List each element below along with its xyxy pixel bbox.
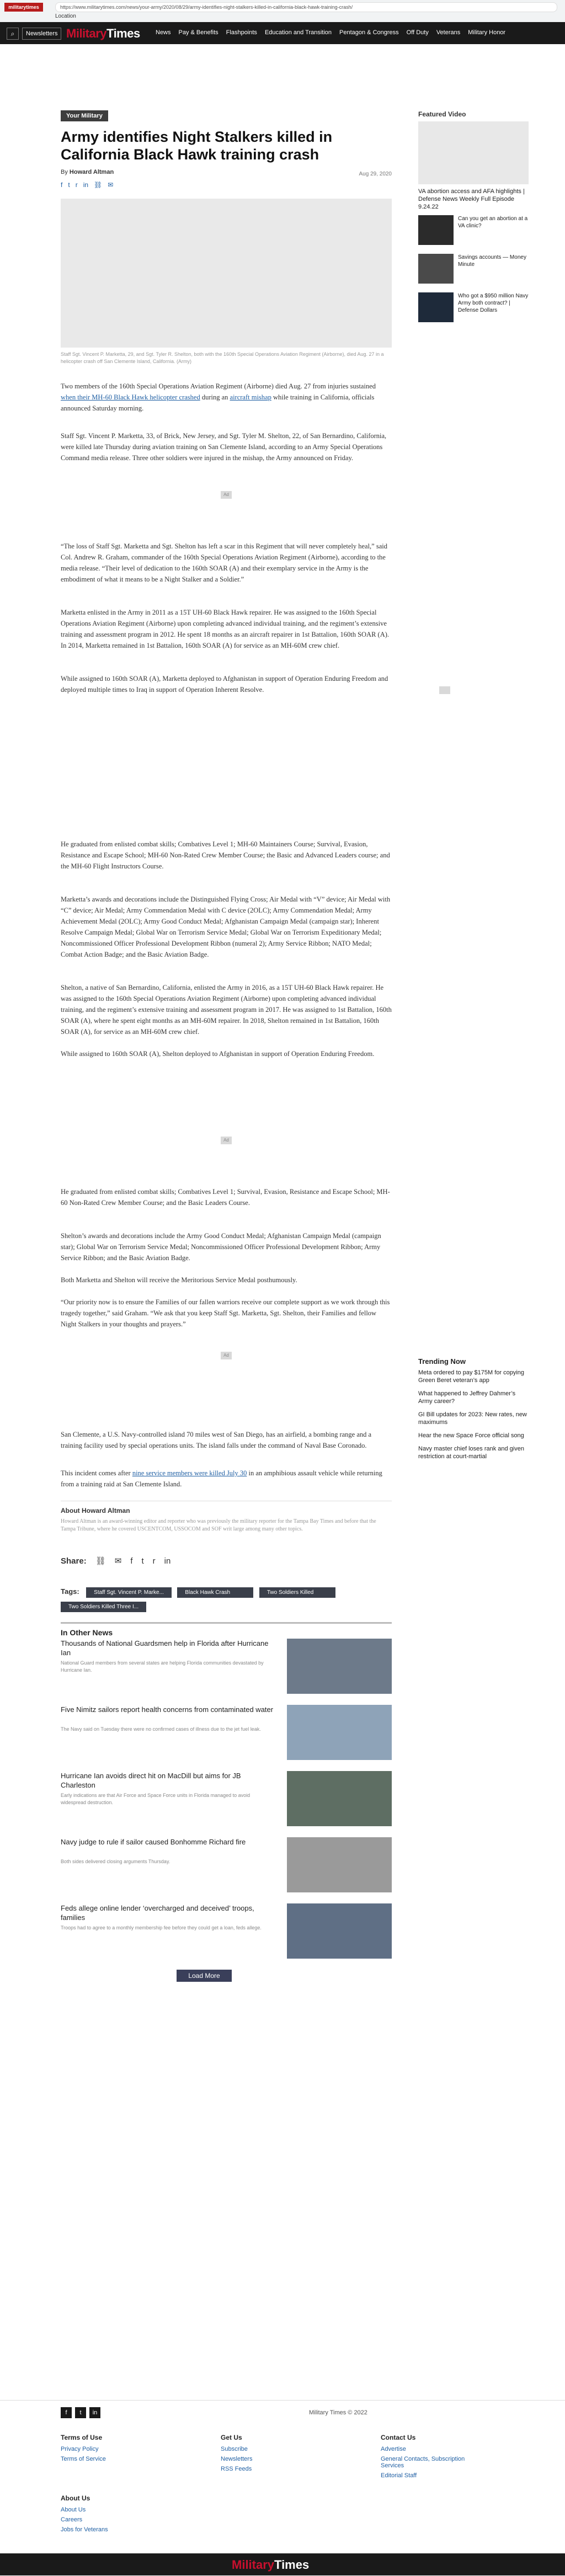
- footer-link[interactable]: Jobs for Veterans: [61, 2526, 108, 2533]
- linkedin-icon[interactable]: in: [89, 2407, 100, 2418]
- news-item-summary: Both sides delivered closing arguments Thursday.: [61, 1859, 170, 1864]
- paragraph-7: Marketta’s awards and decorations include the Distinguished Flying Cross; Air Medal with “V” device; Air Medal with “C” device; Air Medal; Army Commendation Medal with C device (2OLC); Army Commendation Medal; Army Achievement Medal (2OLC); Army Good Conduct Medal; Afghanistan Campaign Medal (campaign star); Inherent Resolve Campaign Medal; Global War on Terrorism Service Medal; Global War on Terrorism Expeditionary Medal; Noncommissioned Officer Professional Development Ribbon (numeral 2); Army Service Ribbon; NATO Medal; Combat Action Badge; and the Basic Aviation Badge.: [61, 895, 391, 958]
- tag-chip[interactable]: Black Hawk Crash: [177, 1587, 253, 1598]
- news-item[interactable]: [61, 1639, 392, 1694]
- trending-item[interactable]: Hear the new Space Force official song: [418, 1432, 524, 1439]
- news-item[interactable]: [61, 1837, 392, 1892]
- paragraph-4: Marketta enlisted in the Army in 2011 as a 15T UH-60 Black Hawk repairer. He was assigned to the 160th Special Operations Aviation Regiment (Airborne) upon completing advanced individual training, and the regiment’s extensive training and assessment program in 2012. He spent 18 months as an aircraft repairer in 1st Battalion, 160th SOAR (A). In 2014, Marketta remained in 1st Battalion, 160th SOAR (A) for service as an MH-60M crew chief.: [61, 609, 390, 649]
- other-news-section: [61, 1622, 392, 1637]
- news-item-title[interactable]: Hurricane Ian avoids direct hit on MacDill but aims for JB Charleston: [61, 1772, 241, 1789]
- share-bar: [61, 1556, 392, 1566]
- paragraph-12: Both Marketta and Shelton will receive the Meritorious Service Medal posthumously.: [61, 1276, 297, 1284]
- link-icon[interactable]: ⛓: [94, 181, 103, 189]
- article-title: Army identifies Night Stalkers killed in California Black Hawk training crash: [61, 129, 333, 163]
- paragraph-14: San Clemente, a U.S. Navy-controlled island 70 miles west of San Diego, has an airfield, a bombing range and a training facility used by special operations units. The island falls under the command of Naval Base Coronado.: [61, 1431, 372, 1449]
- news-item-title[interactable]: Feds allege online lender ‘overcharged and deceived’ troops, families: [61, 1904, 254, 1922]
- author-bio-heading: About Howard Altman: [61, 1507, 130, 1514]
- video-thumbnail[interactable]: [418, 292, 454, 322]
- related-link[interactable]: nine service members were killed July 30: [132, 1469, 247, 1477]
- footer-link[interactable]: RSS Feeds: [221, 2466, 252, 2472]
- paragraph-3: “The loss of Staff Sgt. Marketta and Sgt. Shelton has left a scar in this Regiment that will never completely heal,” said Col. Andrew R. Graham, commander of the 160th Special Operations Aviation Regiment (Airborne), according to the media release. “Their level of dedication to the 160th SOAR (A) and their exemplary service in the Army is the embodiment of what it means to be a Night Stalker and a Soldier.”: [61, 542, 387, 583]
- news-item-title[interactable]: Thousands of National Guardsmen help in Florida after Hurricane Ian: [61, 1639, 269, 1657]
- email-icon[interactable]: ✉: [108, 181, 114, 189]
- paragraph-2: Staff Sgt. Vincent P. Marketta, 33, of Brick, New Jersey, and Sgt. Tyler M. Shelton, 22, of San Bernardino, California, were killed late Thursday during aviation training on San Clemente Island, according to an Army Special Operations Command media release. Three other soldiers were injured in the mishap, the Army announced on Friday.: [61, 432, 387, 462]
- paragraph-8: Shelton, a native of San Bernardino, California, enlisted the Army in 2016, as a 15T UH-60 Black Hawk repairer. He was assigned to the 160th Special Operations Aviation Regiment (Airborne) upon completing advanced individual training, and the regiment’s extensive training and assessment program in 2017. He was assigned to 1st Battalion, 160th SOAR (A), where he spent eight months as an MH-60M repairer. In 2018, Shelton remained in 1st Battalion, 160th SOAR (A), for service as an MH-60M crew chief.: [61, 984, 392, 1036]
- lead-image: [61, 199, 392, 348]
- brand-part-b: Times: [106, 26, 140, 40]
- news-item[interactable]: [61, 1705, 392, 1760]
- news-thumbnail[interactable]: [287, 1903, 392, 1959]
- news-item-title[interactable]: Navy judge to rule if sailor caused Bonhomme Richard fire: [61, 1838, 246, 1846]
- share-buttons-top: [61, 181, 392, 189]
- footer-col-get-us: [221, 2434, 320, 2476]
- video-thumbnail[interactable]: [418, 254, 454, 284]
- video-item[interactable]: [418, 215, 529, 248]
- side-ad-placeholder: [439, 686, 450, 694]
- newsletters-button[interactable]: Newsletters: [22, 28, 61, 40]
- other-news-heading: In Other News: [61, 1628, 113, 1637]
- nav-link-off-duty[interactable]: Off Duty: [406, 29, 429, 36]
- crash-link[interactable]: when their MH-60 Black Hawk helicopter crashed: [61, 393, 200, 401]
- paragraph-5: While assigned to 160th SOAR (A), Marketta deployed to Afghanistan in support of Operation Enduring Freedom and deployed multiple times to Iraq in support of Operation Inherent Resolve.: [61, 675, 388, 694]
- paragraph-6: He graduated from enlisted combat skills; Combatives Level 1; MH-60 Maintainers Course; Survival, Evasion, Resistance and Escape School; MH-60 Non-Rated Crew Member Course; the Basic and Advanced Leaders course; and the MH-60 Flight Instructors Course.: [61, 840, 390, 870]
- site-badge: militarytimes: [4, 3, 43, 12]
- p1-text-a: Two members of the 160th Special Operations Aviation Regiment (Airborne) died Aug. 27 from injuries sustained: [61, 382, 376, 390]
- footer-brand-bar: [0, 2553, 565, 2575]
- tag-chip[interactable]: Two Soldiers Killed Three I...: [61, 1602, 146, 1612]
- paragraph-9: While assigned to 160th SOAR (A), Shelton deployed to Afghanistan in support of Operation Enduring Freedom.: [61, 1050, 375, 1058]
- news-item-summary: Early indications are that Air Force and Space Force units in Florida managed to avoid widespread destruction.: [61, 1793, 250, 1805]
- tag-chip[interactable]: Staff Sgt. Vincent P. Marke...: [86, 1587, 172, 1598]
- nav-link-pentagon[interactable]: Pentagon & Congress: [339, 29, 399, 36]
- brand-part-b: Times: [274, 2558, 310, 2572]
- linkedin-icon[interactable]: in: [164, 1556, 171, 1566]
- paragraph-11: Shelton’s awards and decorations include the Army Good Conduct Medal; Afghanistan Campaign Medal (campaign star); Global War on Terrorism Service Medal; Noncommissioned Officer Professional Development Ribbon; Army Service Ribbon; and the Basic Aviation Badge.: [61, 1232, 381, 1262]
- section-tag[interactable]: Your Military: [61, 110, 108, 121]
- author-bio-text: Howard Altman is an award-winning editor and reporter who was previously the military reporter for the Tampa Bay Times and before that the Tampa Tribune, where he covered USCENTCOM, USSOCOM and SOF writ large among many other topics.: [61, 1518, 376, 1532]
- video-thumbnail[interactable]: [418, 215, 454, 245]
- tags-label: Tags:: [61, 1587, 79, 1596]
- video-item-title[interactable]: Savings accounts — Money Minute: [458, 254, 526, 268]
- featured-video-heading: Featured Video: [418, 110, 466, 118]
- reddit-icon[interactable]: r: [75, 181, 78, 189]
- news-thumbnail[interactable]: [287, 1771, 392, 1826]
- paragraph-10: He graduated from enlisted combat skills; Combatives Level 1; Survival, Evasion, Resistance and Escape School; MH-60 Non-Rated Crew Member Course; and the Basic Leaders Course.: [61, 1188, 390, 1207]
- twitter-icon[interactable]: t: [141, 1556, 144, 1566]
- image-caption: Staff Sgt. Vincent P. Marketta, 29, and Sgt. Tyler R. Shelton, both with the 160th Special Operations Aviation Regiment (Airborne), died Aug. 27 in a helicopter crash off San Clemente Island, California. (Army): [61, 351, 384, 364]
- footer-link[interactable]: Privacy Policy: [61, 2446, 99, 2452]
- nav-links: [156, 29, 505, 36]
- footer-link[interactable]: General Contacts, Subscription Services: [381, 2456, 465, 2469]
- p15-text-a: This incident comes after: [61, 1469, 132, 1477]
- load-more-button[interactable]: Load More: [177, 1970, 232, 1982]
- paragraph-13: “Our priority now is to ensure the Families of our fallen warriors receive our complete support as we work through this tragedy together,” said Graham. “We ask that you keep Staff Sgt. Marketta, Sgt. Shelton, their Families and fellow Night Stalkers in your thoughts and prayers.”: [61, 1298, 390, 1328]
- reddit-icon[interactable]: r: [152, 1556, 156, 1566]
- article: [61, 110, 392, 1980]
- site-navigation: [0, 22, 565, 44]
- nav-link-education[interactable]: Education and Transition: [264, 29, 332, 36]
- twitter-icon[interactable]: t: [68, 181, 70, 189]
- facebook-icon[interactable]: f: [61, 181, 63, 189]
- footer-col-heading: About Us: [61, 2494, 90, 2502]
- trending-item[interactable]: What happened to Jeffrey Dahmer’s Army career?: [418, 1390, 516, 1405]
- news-thumbnail[interactable]: [287, 1705, 392, 1760]
- nav-link-flashpoints[interactable]: Flashpoints: [226, 29, 257, 36]
- footer-logo[interactable]: [232, 2558, 309, 2572]
- video-item-title[interactable]: Can you get an abortion at a VA clinic?: [458, 216, 528, 229]
- nav-link-news[interactable]: News: [156, 29, 171, 36]
- brand-part-a: Military: [232, 2558, 275, 2572]
- footer-col-heading: Get Us: [221, 2434, 242, 2441]
- news-item-summary: The Navy said on Tuesday there were no confirmed cases of illness due to the jet fuel leak.: [61, 1726, 261, 1732]
- news-item-summary: Troops had to agree to a monthly membership fee before they could get a loan, feds allege.: [61, 1925, 262, 1930]
- news-thumbnail[interactable]: [287, 1639, 392, 1694]
- linkedin-icon[interactable]: in: [83, 181, 89, 189]
- search-icon[interactable]: ⌕: [7, 28, 19, 40]
- address-bar[interactable]: https://www.militarytimes.com/news/your-army/2020/08/29/army-identifies-night-stalkers-killed-in-california-black-hawk-training-crash/: [55, 2, 557, 12]
- footer-col-about: [61, 2494, 160, 2536]
- tag-chip[interactable]: Two Soldiers Killed: [259, 1587, 335, 1598]
- paragraph-15: [61, 1468, 392, 1490]
- video-caption[interactable]: VA abortion access and AFA highlights | Defense News Weekly Full Episode 9.24.22: [418, 188, 525, 210]
- mishap-link[interactable]: aircraft mishap: [230, 393, 271, 401]
- brand-part-a: Military: [66, 26, 107, 40]
- trending-item[interactable]: Navy master chief loses rank and given restriction at court-martial: [418, 1446, 524, 1460]
- footer-link[interactable]: Careers: [61, 2516, 83, 2523]
- publish-date: Aug 29, 2020: [359, 171, 392, 177]
- trending-heading: Trending Now: [418, 1357, 466, 1366]
- twitter-icon[interactable]: t: [75, 2407, 86, 2418]
- footer-link[interactable]: Subscribe: [221, 2446, 248, 2452]
- video-item[interactable]: [418, 292, 529, 326]
- share-label: Share:: [61, 1556, 87, 1566]
- ad-placeholder: Ad: [221, 491, 232, 499]
- facebook-icon[interactable]: f: [61, 2407, 72, 2418]
- byline: [61, 169, 392, 175]
- footer-link[interactable]: Terms of Service: [61, 2456, 106, 2462]
- byline-prefix: By: [61, 169, 68, 175]
- video-item-title[interactable]: Who got a $950 million Navy Army both contract? | Defense Dollars: [458, 293, 529, 313]
- footer-col-terms: [61, 2434, 160, 2466]
- browser-chrome: [0, 0, 565, 23]
- footer-social: [61, 2407, 100, 2418]
- news-item-title[interactable]: Five Nimitz sailors report health concerns from contaminated water: [61, 1705, 274, 1714]
- ad-placeholder: Ad: [221, 1137, 232, 1144]
- right-rail: [418, 110, 529, 313]
- nav-link-veterans[interactable]: Veterans: [436, 29, 461, 36]
- paragraph-1: [61, 381, 392, 414]
- trending-now: [418, 1357, 529, 1466]
- location-label: Location: [55, 13, 76, 19]
- footer-link[interactable]: Newsletters: [221, 2456, 253, 2462]
- nav-link-pay-benefits[interactable]: Pay & Benefits: [178, 29, 218, 36]
- author-link[interactable]: Howard Altman: [69, 169, 114, 175]
- email-icon[interactable]: ✉: [114, 1556, 122, 1566]
- p15-text-b: in an amphibious assault vehicle while returning from a training raid at San Clemente Island.: [61, 1469, 382, 1488]
- facebook-icon[interactable]: f: [130, 1556, 133, 1566]
- tags: [61, 1587, 392, 1615]
- video-player[interactable]: [418, 121, 529, 184]
- trending-item[interactable]: Meta ordered to pay $175M for copying Green Beret veteran’s app: [418, 1369, 525, 1384]
- footer-link[interactable]: About Us: [61, 2506, 86, 2513]
- copyright: Military Times © 2022: [309, 2409, 367, 2416]
- p1-text-c: while training in California, officials announced Saturday morning.: [61, 393, 375, 412]
- trending-item[interactable]: GI Bill updates for 2023: New rates, new maximums: [418, 1411, 527, 1426]
- news-item[interactable]: [61, 1903, 392, 1959]
- news-item[interactable]: [61, 1771, 392, 1826]
- video-item[interactable]: [418, 254, 529, 287]
- p1-text-b: during an: [200, 393, 230, 401]
- author-bio: [61, 1501, 392, 1533]
- footer-col-heading: Contact Us: [381, 2434, 416, 2441]
- news-thumbnail[interactable]: [287, 1837, 392, 1892]
- nav-link-military-honor[interactable]: Military Honor: [468, 29, 506, 36]
- footer-col-contact: [381, 2434, 480, 2482]
- link-icon[interactable]: ⛓: [95, 1556, 106, 1566]
- footer: [0, 2400, 565, 2576]
- news-item-summary: National Guard members from several states are helping Florida communities devastated by Hurricane Ian.: [61, 1660, 264, 1673]
- ad-placeholder: Ad: [221, 1352, 232, 1359]
- site-logo[interactable]: [66, 26, 140, 41]
- footer-link[interactable]: Editorial Staff: [381, 2472, 417, 2479]
- footer-link[interactable]: Advertise: [381, 2446, 406, 2452]
- footer-col-heading: Terms of Use: [61, 2434, 103, 2441]
